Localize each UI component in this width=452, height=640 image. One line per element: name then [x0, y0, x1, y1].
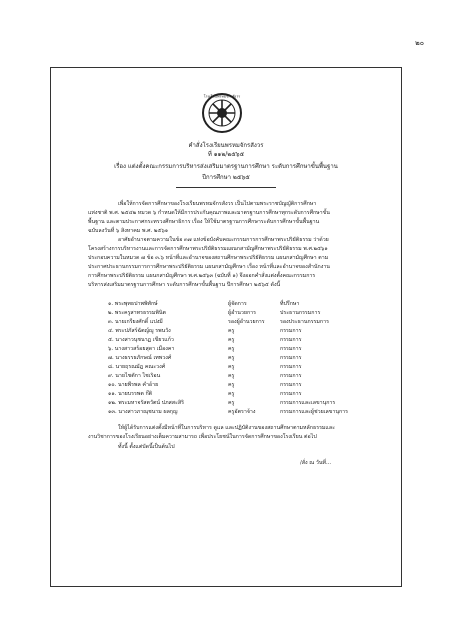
member-name: ๘. นายฤรณมัฎ คณะวงศ์: [108, 364, 166, 370]
page-number: ๒๐: [415, 39, 424, 47]
member-row: [108, 328, 388, 335]
body-line: แห่งชาติ พ.ศ. ๒๕๔๒ หมวด ๖ กำหนดให้มีการประกันคุณภาพและมาตรฐานการศึกษาทุกระดับการศึกษาขั้น: [88, 210, 330, 216]
member-name: ๑๑. นายบรรพต ก๊ติ: [108, 391, 153, 397]
member-role: กรรมการและผู้ช่วยเลขานุการ: [280, 409, 348, 415]
school-seal-icon: [201, 92, 243, 134]
member-position: ครู: [228, 391, 235, 397]
member-name: ๑๓. นางสาวภาณุชนาม ผลกุญ: [108, 409, 178, 415]
member-position: ครู: [228, 337, 235, 343]
member-name: ๗. นางธรรธภักษณ์ เทพวงศ์: [108, 355, 172, 361]
order-number: ที่ ๑๑๒/๒๕๖๕: [207, 151, 245, 158]
order-subject: เรื่อง แต่งตั้งคณะกรรมการบริหารส่งเสริมมาตรฐานการศึกษา ระดับการศึกษาขั้นพื้นฐาน: [114, 163, 338, 170]
member-row: [108, 319, 388, 326]
member-row: [108, 409, 388, 416]
member-row: [108, 382, 388, 389]
member-name: ๒. พระครูสาทรธรรมพินิต: [108, 310, 166, 316]
body-line: ประกอบความในหมวด ๗ ข้อ ๓.๖ หน้าที่และอำนาจของสถานศึกษาพระปริยัติธรรม แผนกสามัญศึกษา ตาม: [88, 255, 329, 261]
closing-line: ทั้งนี้ ตั้งแต่บัดนี้เป็นต้นไป: [118, 444, 175, 450]
body-line: ฉบับลงวันที่ ๖ สิงหาคม พ.ศ. ๒๕๖๑: [88, 228, 169, 234]
member-role: กรรมการ: [280, 346, 302, 352]
body-line: อาศัยอำนาจตามความในข้อ ๓๗ แห่งข้อบังคับคณะกรรมการการศึกษาพระปริยัติธรรม ว่าด้วย: [118, 237, 329, 243]
member-position: ครู: [228, 382, 235, 388]
divider: [176, 187, 276, 188]
member-row: [108, 364, 388, 371]
member-role: กรรมการ: [280, 337, 302, 343]
member-name: ๑๒. พระมหาจรัสตวัตน์ ปภสสะสิริ: [108, 400, 184, 406]
member-role: ประธานกรรมการ: [280, 310, 321, 316]
member-position: ครู: [228, 364, 235, 370]
order-year: ปีการศึกษา ๒๕๖๕: [202, 174, 250, 181]
body-line: โครงสร้างการบริหารงานและการจัดการศึกษาพระปริยัติธรรมแผนกสามัญศึกษาพระปริยัติธรรม พ.ศ.๒๕๖๑: [88, 246, 328, 252]
member-name: ๓. นายเกรียงศักดิ์ แปงมี: [108, 319, 163, 325]
member-name: ๕. นางสาวนุชนาฏ เขียวแก้ว: [108, 337, 174, 343]
member-role: กรรมการ: [280, 391, 302, 397]
member-row: [108, 391, 388, 398]
member-position: ผู้จัดการ: [228, 301, 247, 307]
member-name: ๔. พระปภัสร์ฉัตญ์ญู รพนวัง: [108, 328, 171, 334]
member-position: ครู: [228, 328, 235, 334]
member-role: กรรมการ: [280, 328, 302, 334]
member-name: ๑. พระพุทธปาพพิทักษ์: [108, 301, 158, 307]
member-row: [108, 310, 388, 317]
member-role: กรรมการ: [280, 382, 302, 388]
member-role: รองประธานกรรมการ: [280, 319, 329, 325]
member-row: [108, 400, 388, 407]
body-line: เพื่อให้การจัดการศึกษาของโรงเรียนพรหมจักรสังวร เป็นไปตามพระราชบัญญัติการศึกษา: [118, 201, 317, 207]
member-role: กรรมการ: [280, 364, 302, 370]
member-position: ครู: [228, 355, 235, 361]
member-role: กรรมการและเลขานุการ: [280, 400, 336, 406]
member-row: [108, 373, 388, 380]
body-line: การศึกษาพระปริยัติธรรม แผนกสามัญศึกษา พ.ศ.๒๕๖๓ (ฉบับที่ ๑) จึงออกคำสั่งแต่งตั้งคณะกรรมการ: [88, 273, 316, 279]
member-role: กรรมการ: [280, 355, 302, 361]
body-line: พื้นฐาน และตามประกาศกระทรวงศึกษาธิการ เรื่อง ให้ใช้มาตรฐานการศึกษาระดับการศึกษาขั้นพื้นฐาน: [88, 219, 320, 225]
member-row: [108, 346, 388, 353]
member-row: [108, 301, 388, 308]
member-row: [108, 337, 388, 344]
body-line: บริหารส่งเสริมมาตรฐานการศึกษา ระดับการศึกษาขั้นพื้นฐาน ปีการศึกษา ๒๕๖๕ ดังนี้: [88, 282, 281, 288]
member-position: ครู: [228, 346, 235, 352]
closing-line: ให้ผู้ได้รับการแต่งตั้งมีหน้าที่ในการบริหาร ดูแล และปฏิบัติงานของสถานศึกษาตามหลักธรรมและ: [118, 425, 335, 431]
member-position: ครู: [228, 373, 235, 379]
member-role: ที่ปรึกษา: [280, 301, 300, 307]
member-position: ผู้อำนวยการ: [228, 310, 256, 316]
member-name: ๙. นายไชตักา ไชเริอน: [108, 373, 161, 379]
member-name: ๑๐. นายพีรพล คำอ้าย: [108, 382, 159, 388]
member-position: ครู: [228, 400, 235, 406]
order-title: คำสั่งโรงเรียนพรหมจักรสังวร: [188, 142, 264, 149]
body-line: ประกาศประธานกรรมการการศึกษาพระปริยัติธรรม แผนกสามัญศึกษา เรื่อง หน้าที่และอำนาจของสำนักงาน: [88, 264, 330, 270]
closing-line: งานวิชาการของโรงเรียนอย่างเต็มความสามารถ เพื่อประโยชน์ในการจัดการศึกษาของโรงเรียน ต่อไป: [88, 434, 317, 440]
svg-text:โรงเรียนพรหมจักรสังวร: โรงเรียนพรหมจักรสังวร: [203, 94, 241, 99]
member-row: [108, 355, 388, 362]
member-name: ๖. นางสาวสร้อยสุดา เมืองคา: [108, 346, 175, 352]
member-position: ครูอัตราจ้าง: [228, 409, 256, 415]
signature-line: /สั่ง ณ วันที่...: [300, 460, 332, 466]
member-role: กรรมการ: [280, 373, 302, 379]
member-position: รองผู้อำนวยการ: [228, 319, 265, 325]
